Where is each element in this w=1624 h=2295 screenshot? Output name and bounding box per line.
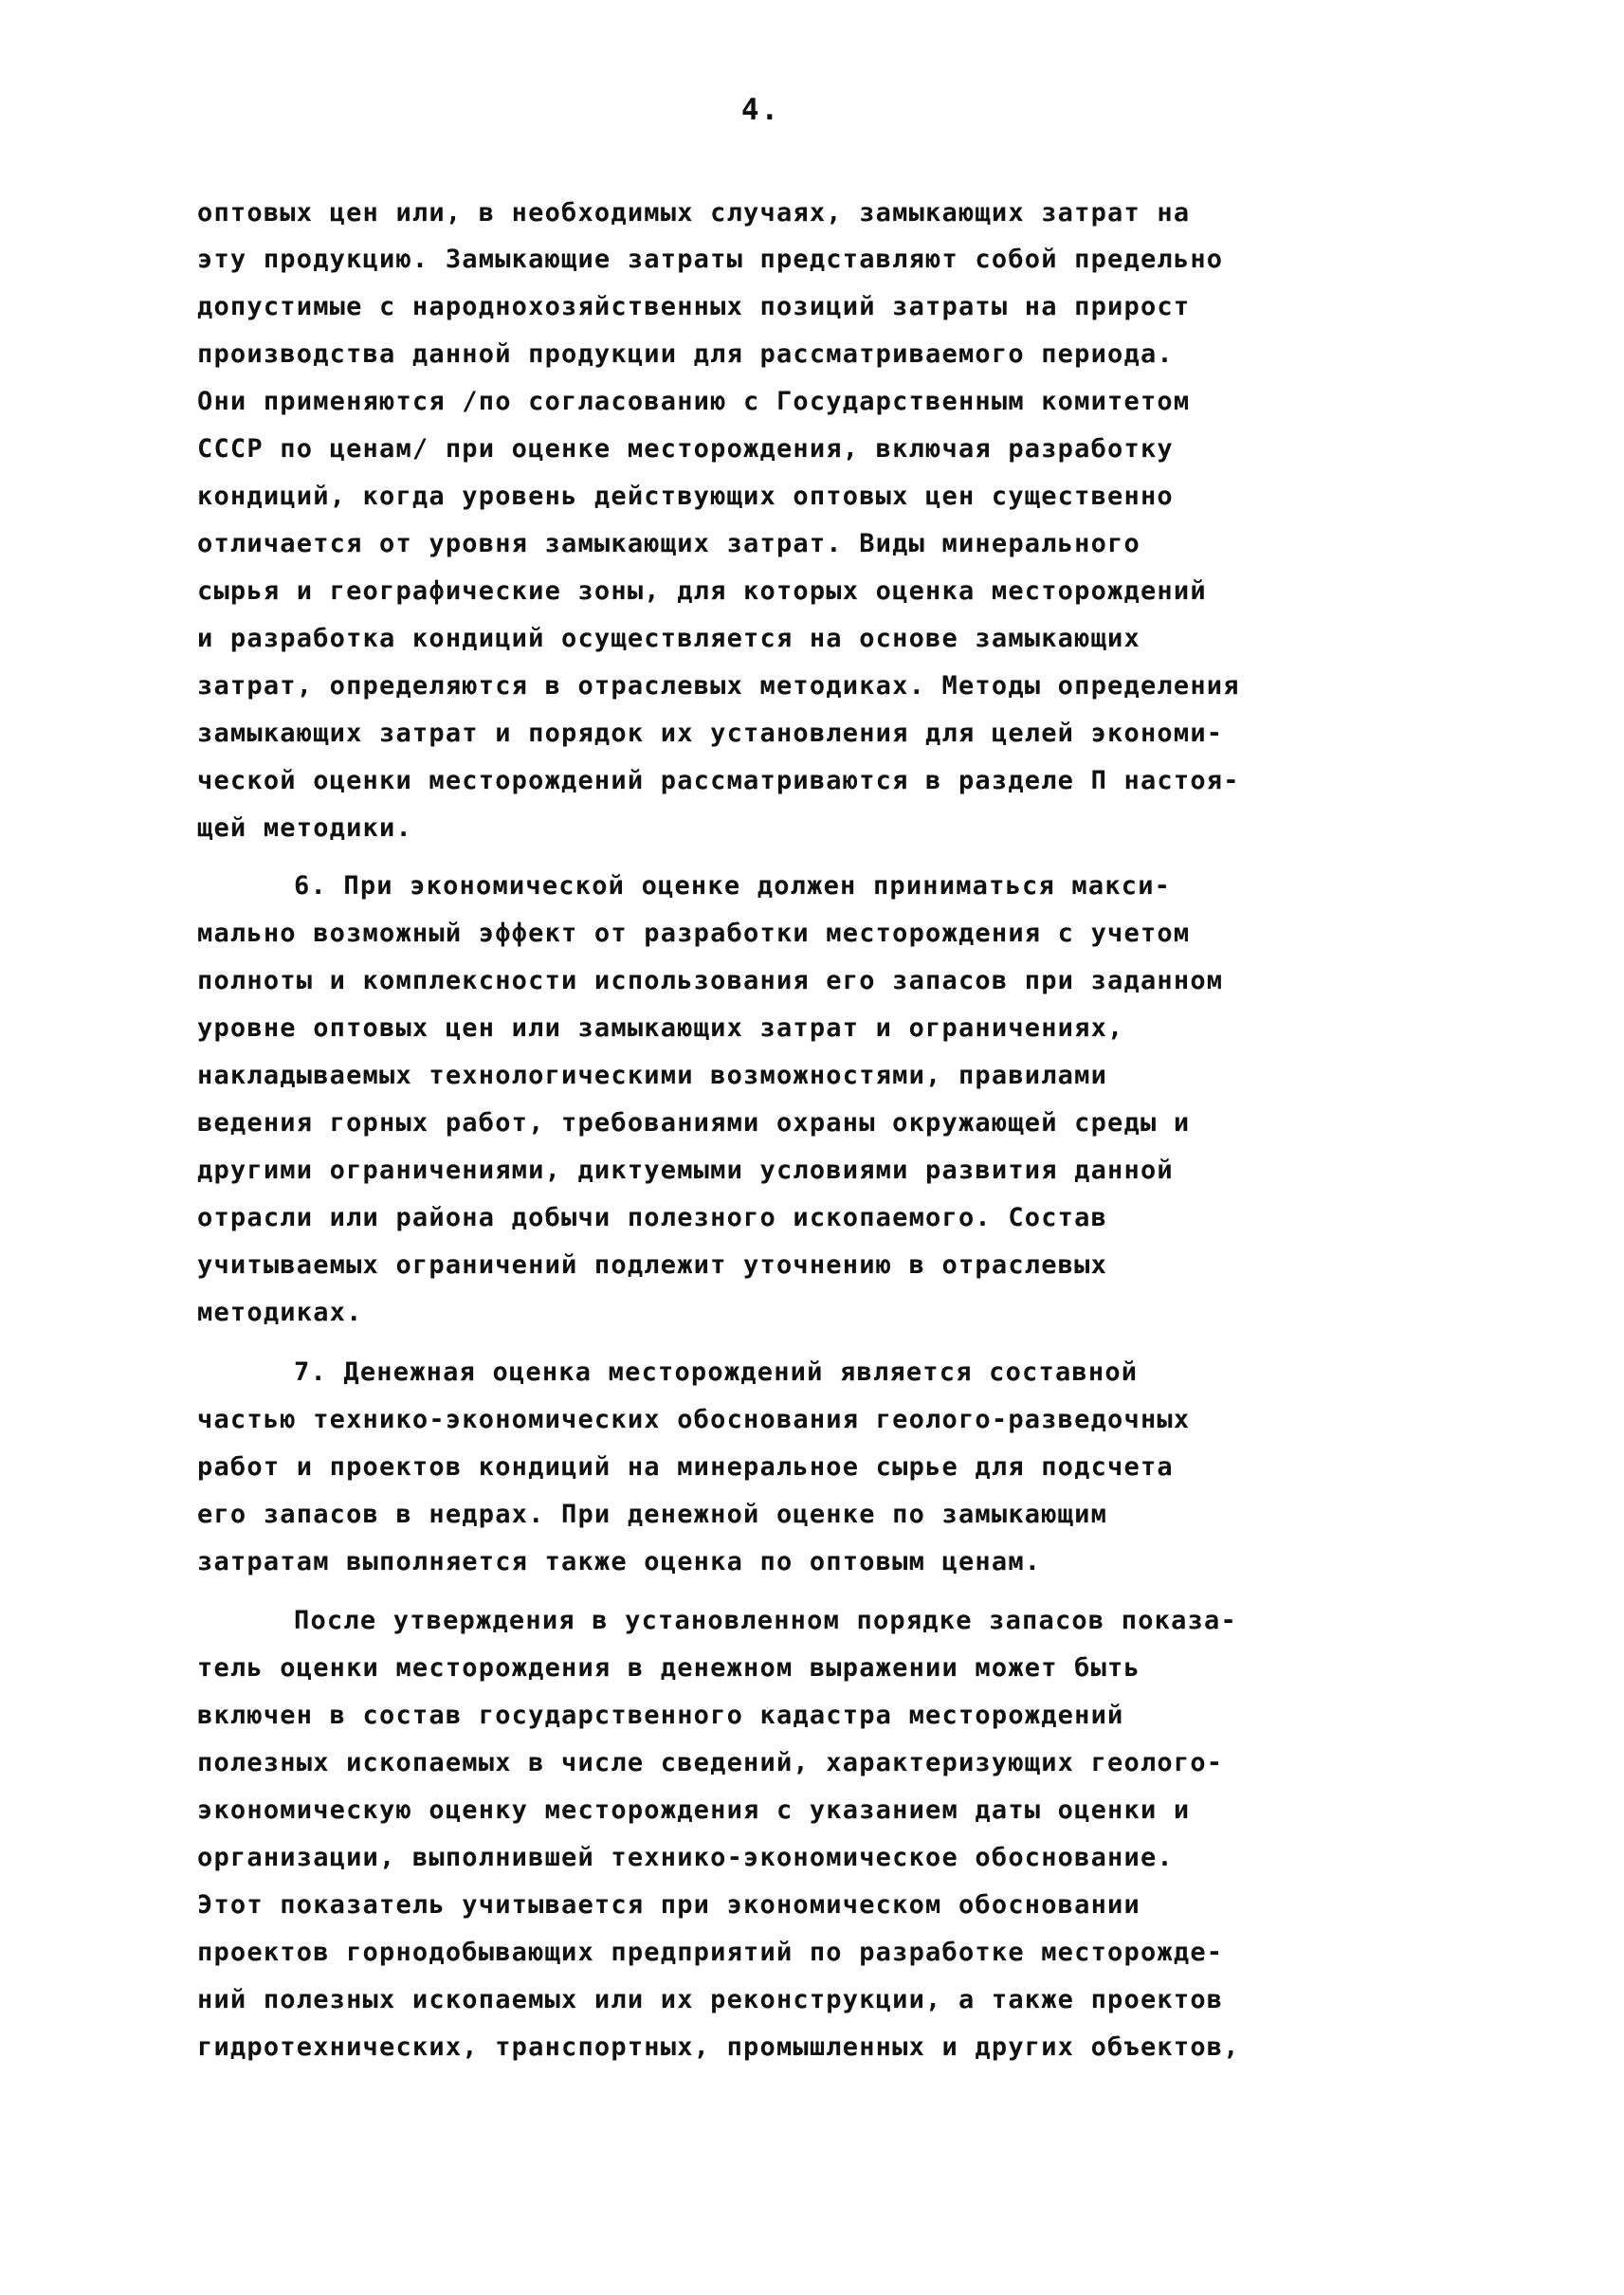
- text-line: мально возможный эффект от разработки месторождения с учетом: [197, 919, 1191, 948]
- text-line: отрасли или района добычи полезного ископаемого. Состав: [197, 1203, 1108, 1232]
- text-line: работ и проектов кондиций на минеральное сырье для подсчета: [197, 1452, 1174, 1482]
- text-line: проектов горнодобывающих предприятий по разработке месторожде-: [197, 1938, 1224, 1967]
- text-line: полезных ископаемых в числе сведений, характеризующих геолого-: [197, 1748, 1224, 1777]
- text-line: СССР по ценам/ при оценке месторождения, включая разработку: [197, 434, 1174, 464]
- text-line: гидротехнических, транспортных, промышленных и других объектов,: [197, 2032, 1240, 2062]
- text-line: Этот показатель учитывается при экономическом обосновании: [197, 1890, 1140, 1920]
- text-line: другими ограничениями, диктуемыми условиями развития данной: [197, 1156, 1174, 1185]
- text-line: организации, выполнившей технико-экономическое обоснование.: [197, 1843, 1174, 1872]
- paragraph-7-start: 7. Денежная оценка месторождений является составной: [294, 1357, 1139, 1387]
- text-line: его запасов в недрах. При денежной оценке по замыкающим: [197, 1500, 1108, 1529]
- text-line: ведения горных работ, требованиями охраны окружающей среды и: [197, 1108, 1191, 1138]
- text-line: оптовых цен или, в необходимых случаях, замыкающих затрат на: [197, 198, 1191, 228]
- text-line: методиках.: [197, 1298, 363, 1327]
- text-line: допустимые с народнохозяйственных позиций затраты на прирост: [197, 292, 1191, 321]
- paragraph-6-start: 6. При экономической оценке должен приниматься макси-: [294, 871, 1172, 901]
- text-line: учитываемых ограничений подлежит уточнению в отраслевых: [197, 1250, 1108, 1280]
- text-line: полноты и комплексности использования его запасов при заданном: [197, 966, 1224, 995]
- text-line: щей методики.: [197, 813, 412, 843]
- text-line: ческой оценки месторождений рассматриваются в разделе П настоя-: [197, 766, 1240, 795]
- text-line: ний полезных ископаемых или их реконструкции, а также проектов: [197, 1985, 1224, 2014]
- text-line: кондиций, когда уровень действующих оптовых цен существенно: [197, 482, 1174, 511]
- text-line: замыкающих затрат и порядок их установления для целей экономи-: [197, 719, 1224, 748]
- text-line: и разработка кондиций осуществляется на основе замыкающих: [197, 624, 1140, 653]
- text-line: затратам выполняется также оценка по оптовым ценам.: [197, 1547, 1042, 1576]
- text-line: уровне оптовых цен или замыкающих затрат и ограничениях,: [197, 1013, 1124, 1043]
- text-line: отличается от уровня замыкающих затрат. Виды минерального: [197, 529, 1140, 558]
- text-line: включен в состав государственного кадастра месторождений: [197, 1701, 1124, 1730]
- text-line: Они применяются /по согласованию с Государственным комитетом: [197, 387, 1191, 416]
- text-line: сырья и географические зоны, для которых оценка месторождений: [197, 576, 1207, 606]
- text-line: тель оценки месторождения в денежном выражении может быть: [197, 1653, 1140, 1683]
- text-line: затрат, определяются в отраслевых методиках. Методы определения: [197, 671, 1240, 701]
- page-number: 4.: [740, 93, 781, 127]
- text-line: частью технико-экономических обоснования геолого-разведочных: [197, 1405, 1191, 1434]
- paragraph-after-start: После утверждения в установленном порядке запасов показа-: [294, 1606, 1237, 1635]
- text-line: производства данной продукции для рассматриваемого периода.: [197, 339, 1174, 369]
- text-line: эту продукцию. Замыкающие затраты представляют собой предельно: [197, 245, 1224, 274]
- text-line: экономическую оценку месторождения с указанием даты оценки и: [197, 1795, 1191, 1825]
- text-line: накладываемых технологическими возможностями, правилами: [197, 1061, 1108, 1090]
